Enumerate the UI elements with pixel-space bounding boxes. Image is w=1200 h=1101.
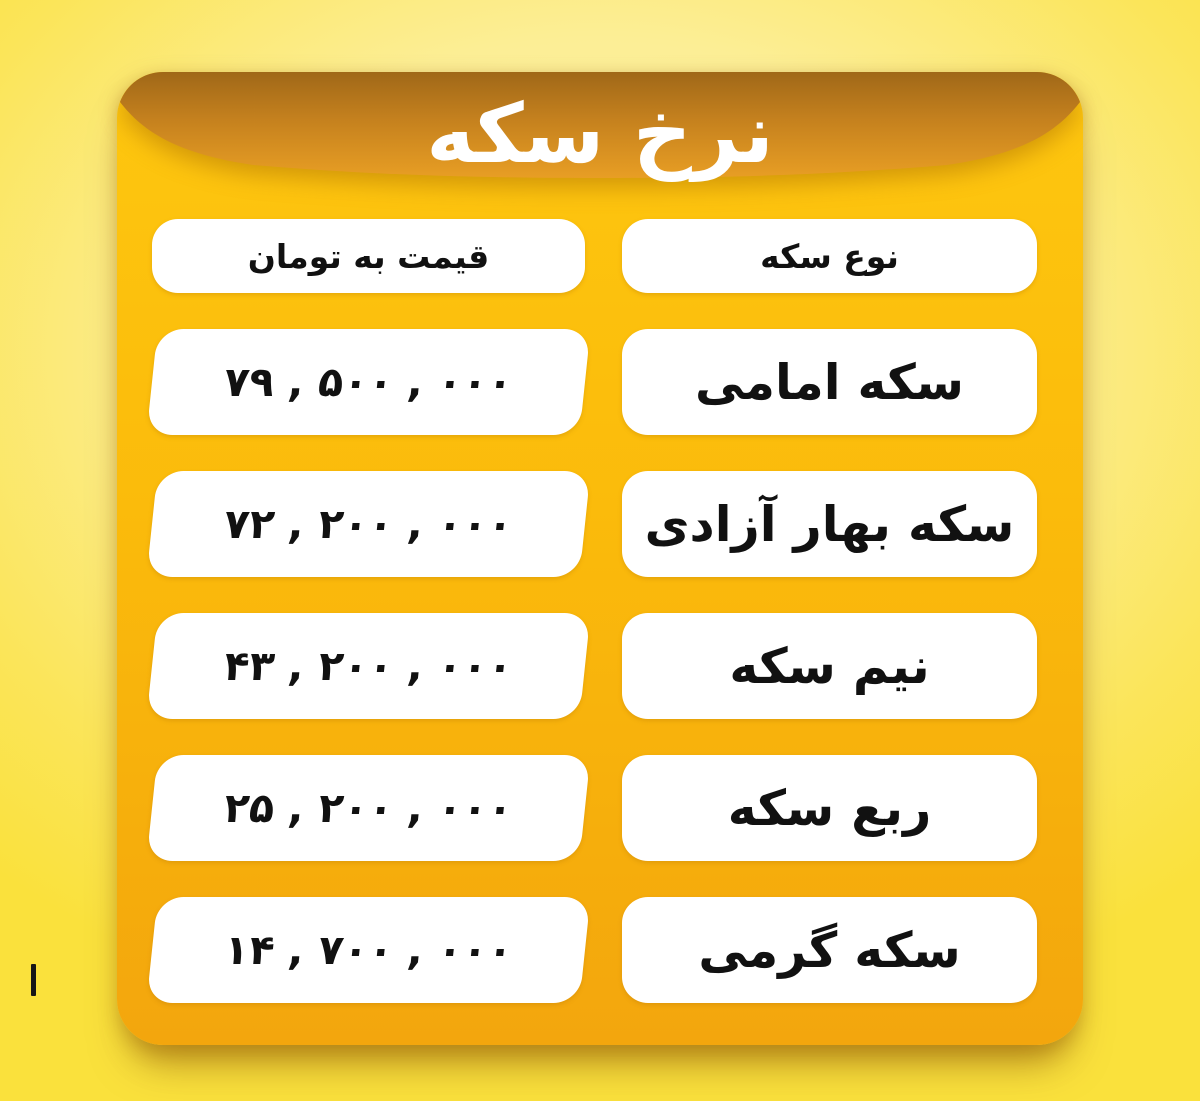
coin-type-cell: ربع سکه [622, 755, 1037, 861]
price-cell: ۱۴ , ۷۰۰ , ۰۰۰ [146, 897, 590, 1003]
price-cell: ۲۵ , ۲۰۰ , ۰۰۰ [146, 755, 590, 861]
coin-type-cell: سکه بهار آزادی [622, 471, 1037, 577]
stray-mark [31, 964, 36, 996]
price-table [152, 219, 1037, 1003]
coin-price-card [117, 72, 1083, 1045]
price-cell: ۴۳ , ۲۰۰ , ۰۰۰ [146, 613, 590, 719]
header-price-cell: قیمت به تومان [152, 219, 585, 293]
coin-type-cell: نیم سکه [622, 613, 1037, 719]
page-title: نرخ سکه [426, 86, 774, 182]
coin-type-cell: سکه امامی [622, 329, 1037, 435]
price-cell: ۷۲ , ۲۰۰ , ۰۰۰ [146, 471, 590, 577]
coin-type-cell: سکه گرمی [622, 897, 1037, 1003]
header-type-cell: نوع سکه [622, 219, 1037, 293]
price-cell: ۷۹ , ۵۰۰ , ۰۰۰ [146, 329, 590, 435]
